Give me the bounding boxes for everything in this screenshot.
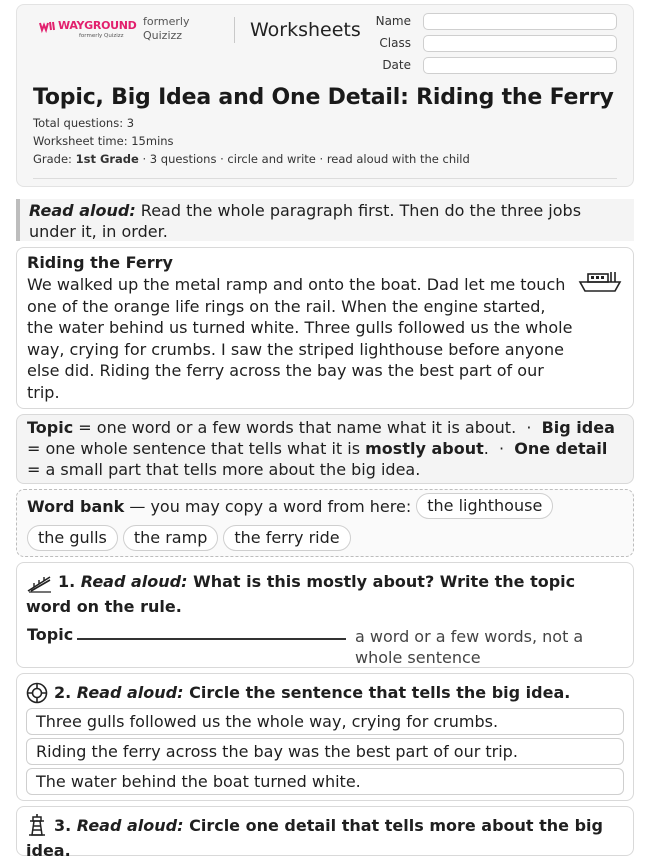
word-bank-label: Word bank — [27, 496, 125, 516]
question-1-number: 1. — [58, 572, 76, 591]
page-title: Topic, Big Idea and One Detail: Riding the Ferry — [33, 85, 614, 110]
big-idea-definition-b: . — [483, 439, 489, 458]
question-2-prompt — [26, 680, 624, 705]
grade-value: 1st Grade — [75, 152, 139, 166]
definition-separator: · — [516, 418, 542, 437]
definitions-box — [16, 414, 634, 484]
question-1-prompt — [26, 569, 624, 619]
question-2 — [16, 673, 634, 801]
worksheets-label: Worksheets — [250, 19, 361, 41]
word-chip-gulls[interactable]: the gulls — [27, 525, 118, 551]
passage-card — [16, 247, 634, 409]
class-label: Class — [379, 36, 411, 50]
topic-answer-hint: a word or a few words, not a whole sentence — [355, 627, 584, 667]
lighthouse-icon — [26, 813, 48, 837]
big-idea-emphasis: mostly about — [365, 439, 484, 458]
word-bank-hint: — you may copy a word from here: — [124, 496, 412, 516]
formerly-note — [143, 15, 190, 43]
header-rule — [33, 178, 617, 179]
topic-answer-label: Topic — [27, 625, 74, 644]
question-2-lead: Read aloud: — [76, 683, 184, 702]
ferry-boat-icon — [579, 270, 621, 294]
total-questions: Total questions: 3 — [33, 116, 135, 130]
logo-subtext: formerly Quizizz — [79, 33, 124, 39]
word-chip-ferry-ride[interactable]: the ferry ride — [223, 525, 350, 551]
logo-text: WAYGROUND — [58, 19, 137, 32]
question-3-lead: Read aloud: — [76, 816, 184, 835]
instruction-lead: Read aloud: — [29, 201, 136, 220]
definition-separator-2: · — [488, 439, 515, 458]
wayground-mark-icon — [39, 21, 55, 31]
topic-term: Topic — [27, 418, 74, 437]
wayground-logo — [39, 19, 137, 39]
big-idea-definition-a: = one whole sentence that tells what it is — [27, 439, 366, 458]
passage-text: We walked up the metal ramp and onto the boat. Dad let me touch one of the orange life rings on the rail. When the engine started, the water behind us turned white. Three gulls followed us the whole way, crying for crumbs. I saw the striped lighthouse before anyone else did. Riding the ferry across the bay was the best part of our trip. — [27, 275, 573, 402]
topic-definition: = one word or a few words that name what it is about. — [73, 418, 517, 437]
word-bank-heading — [27, 497, 411, 516]
passage-title: Riding the Ferry — [27, 253, 173, 272]
formerly-name: Quizizz — [143, 29, 183, 42]
question-2-number: 2. — [54, 683, 72, 702]
question-3-text: Circle one detail that tells more about the big idea. — [26, 816, 603, 860]
class-field-row — [371, 35, 633, 53]
question-3-prompt — [26, 813, 624, 863]
worksheet-time: Worksheet time: 15mins — [33, 134, 174, 148]
big-idea-option-1[interactable]: Three gulls followed us the whole way, crying for crumbs. — [26, 708, 624, 735]
question-3 — [16, 806, 634, 860]
one-detail-term: One detail — [514, 439, 608, 458]
date-field-row — [371, 57, 633, 75]
life-ring-icon — [26, 682, 48, 704]
class-field[interactable] — [423, 35, 617, 52]
ramp-icon — [26, 571, 52, 593]
big-idea-term: Big idea — [541, 418, 615, 437]
big-idea-option-2[interactable]: Riding the ferry across the bay was the best part of our trip. — [26, 738, 624, 765]
word-chip-lighthouse[interactable]: the lighthouse — [416, 493, 553, 519]
grade-line — [33, 152, 470, 166]
formerly-label: formerly — [143, 15, 190, 28]
question-1 — [16, 562, 634, 668]
header-divider — [234, 17, 235, 43]
topic-answer-line[interactable] — [77, 638, 346, 640]
question-1-text: What is this mostly about? Write the topic word on the rule. — [26, 572, 576, 616]
question-2-text: Circle the sentence that tells the big idea. — [189, 683, 571, 702]
worksheet-header — [16, 4, 634, 187]
grade-prefix: Grade: — [33, 152, 72, 166]
grade-suffix: · 3 questions · circle and write · read aloud with the child — [142, 152, 470, 166]
question-3-number: 3. — [54, 816, 72, 835]
name-field[interactable] — [423, 13, 617, 30]
question-1-lead: Read aloud: — [80, 572, 188, 591]
word-chip-ramp[interactable]: the ramp — [123, 525, 218, 551]
one-detail-definition: = a small part that tells more about the big idea. — [27, 460, 421, 479]
word-bank — [16, 489, 634, 557]
big-idea-option-3[interactable]: The water behind the boat turned white. — [26, 768, 624, 795]
instruction-text: Read the whole paragraph first. Then do the three jobs under it, in order. — [29, 201, 582, 241]
read-aloud-instruction — [16, 199, 634, 241]
name-label: Name — [375, 14, 411, 28]
date-field[interactable] — [423, 57, 617, 74]
name-field-row — [371, 13, 633, 31]
date-label: Date — [382, 58, 411, 72]
